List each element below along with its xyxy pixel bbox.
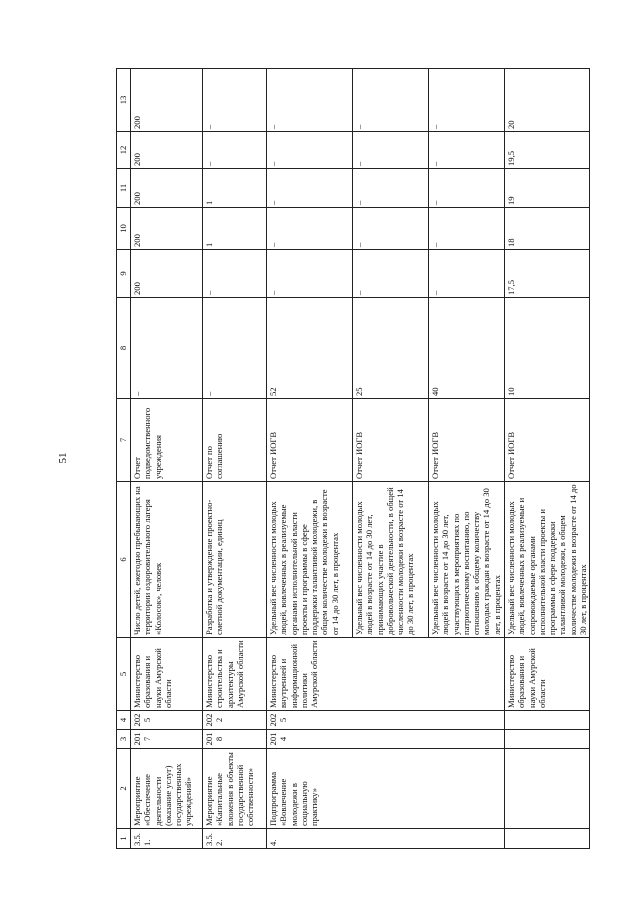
indicator: Разработка и утверждение проектно-сметной документации, единиц xyxy=(203,482,267,638)
value-col-10: – xyxy=(429,208,505,250)
value-col-12: 200 xyxy=(131,132,203,169)
executor: Министерство образования и науки Амурской области xyxy=(505,638,590,711)
header-cell: 5 xyxy=(117,638,131,711)
value-col-8: 25 xyxy=(353,298,429,399)
indicator: Удельный вес численности молодых людей, вовлеченных в реализуемые и сопровождаемые органами исполнительной власти проекты и программы в сфере поддержки талантливой молодежи, в общем количестве молодежи в возрасте от 14 до 30 лет, в процентах xyxy=(505,482,590,638)
value-col-9: 17,5 xyxy=(505,250,590,298)
value-col-13: – xyxy=(429,69,505,132)
value-col-9: – xyxy=(267,250,353,298)
header-cell: 8 xyxy=(117,298,131,399)
value-col-8: 40 xyxy=(429,298,505,399)
start-year xyxy=(505,730,590,749)
data-source: Отчет подведомственного учреждения xyxy=(131,399,203,482)
value-col-12: – xyxy=(429,132,505,169)
row-number xyxy=(505,829,590,849)
value-col-12: – xyxy=(267,132,353,169)
header-cell: 4 xyxy=(117,711,131,730)
header-cell: 12 xyxy=(117,132,131,169)
executor: Министерство внутренней и информационной политики Амурской области xyxy=(267,638,505,711)
header-cell: 2 xyxy=(117,749,131,829)
table-row xyxy=(505,69,590,849)
data-source: Отчет ИОГВ xyxy=(353,399,429,482)
value-col-9: – xyxy=(203,250,267,298)
data-source: Отчет по соглашению xyxy=(203,399,267,482)
header-cell: 3 xyxy=(117,730,131,749)
indicators-table xyxy=(116,68,590,849)
row-number: 4. xyxy=(267,829,505,849)
value-col-10: – xyxy=(267,208,353,250)
value-col-8: – xyxy=(203,298,267,399)
value-col-9: – xyxy=(353,250,429,298)
row-number: 3.5.2. xyxy=(203,829,267,849)
value-col-9: 200 xyxy=(131,250,203,298)
value-col-11: 200 xyxy=(131,169,203,208)
header-cell: 13 xyxy=(117,69,131,132)
end-year: 2022 xyxy=(203,711,267,730)
header-cell: 11 xyxy=(117,169,131,208)
header-cell: 1 xyxy=(117,829,131,849)
end-year: 2025 xyxy=(131,711,203,730)
end-year xyxy=(505,711,590,730)
value-col-13: – xyxy=(353,69,429,132)
indicator: Число детей, ежегодно пребывающих на территории оздоровительного лагеря «Колосок», человек xyxy=(131,482,203,638)
value-col-8: 10 xyxy=(505,298,590,399)
header-cell: 10 xyxy=(117,208,131,250)
indicator: Удельный вес численности молодых людей в возрасте от 14 до 30 лет, принимающих участие в добровольческой деятельности, в общей численности молодежи в возрасте от 14 до 30 лет, в процентах xyxy=(353,482,429,638)
table-row xyxy=(131,69,203,849)
value-col-8: 52 xyxy=(267,298,353,399)
value-col-8: – xyxy=(131,298,203,399)
data-source: Отчет ИОГВ xyxy=(267,399,353,482)
header-cell: 6 xyxy=(117,482,131,638)
value-col-12: 19,5 xyxy=(505,132,590,169)
table-row xyxy=(203,69,267,849)
table-row xyxy=(267,69,353,849)
header-cell: 7 xyxy=(117,399,131,482)
measure-name: Мероприятие «Обеспечение деятельности (оказание услуг) государственных учреждений» xyxy=(131,749,203,829)
value-col-11: 1 xyxy=(203,169,267,208)
indicator: Удельный вес численности молодых людей, вовлеченных в реализуемые органами исполнительной власти проекты и программы в сфере поддержки талантливой молодежи, в общем количестве молодежи в возрасте от 14 до 30 лет, в процентах xyxy=(267,482,353,638)
value-col-11: 19 xyxy=(505,169,590,208)
table-header-row xyxy=(117,69,131,849)
value-col-11: – xyxy=(267,169,353,208)
end-year: 2025 xyxy=(267,711,505,730)
value-col-11: – xyxy=(429,169,505,208)
value-col-12: – xyxy=(353,132,429,169)
executor: Министерство образования и науки Амурской области xyxy=(131,638,203,711)
indicator: Удельный вес численности молодых людей в возрасте от 14 до 30 лет, участвующих в мероприятиях по патриотическому воспитанию, по отношению к общему количеству молодых граждан в возрасте от 14 до 30 лет, в процентах xyxy=(429,482,505,638)
value-col-10: – xyxy=(353,208,429,250)
value-col-10: 18 xyxy=(505,208,590,250)
row-number: 3.5.1. xyxy=(131,829,203,849)
value-col-11: – xyxy=(353,169,429,208)
header-cell: 9 xyxy=(117,250,131,298)
value-col-10: 1 xyxy=(203,208,267,250)
measure-name: Мероприятие «Капитальные вложения в объекты государственной собственности» xyxy=(203,749,267,829)
measure-name: Подпрограмма «Вовлечение молодежи в социальную практику» xyxy=(267,749,505,829)
value-col-12: – xyxy=(203,132,267,169)
data-source: Отчет ИОГВ xyxy=(429,399,505,482)
value-col-13: – xyxy=(203,69,267,132)
rotated-table-wrapper xyxy=(116,69,589,849)
page-number: 51 xyxy=(57,452,69,464)
value-col-13: 200 xyxy=(131,69,203,132)
measure-name xyxy=(505,749,590,829)
value-col-10: 200 xyxy=(131,208,203,250)
start-year: 2014 xyxy=(267,730,505,749)
value-col-9: – xyxy=(429,250,505,298)
value-col-13: 20 xyxy=(505,69,590,132)
value-col-13: – xyxy=(267,69,353,132)
start-year: 2018 xyxy=(203,730,267,749)
data-source: Отчет ИОГВ xyxy=(505,399,590,482)
executor: Министерство строительства и архитектуры Амурской области xyxy=(203,638,267,711)
start-year: 2017 xyxy=(131,730,203,749)
